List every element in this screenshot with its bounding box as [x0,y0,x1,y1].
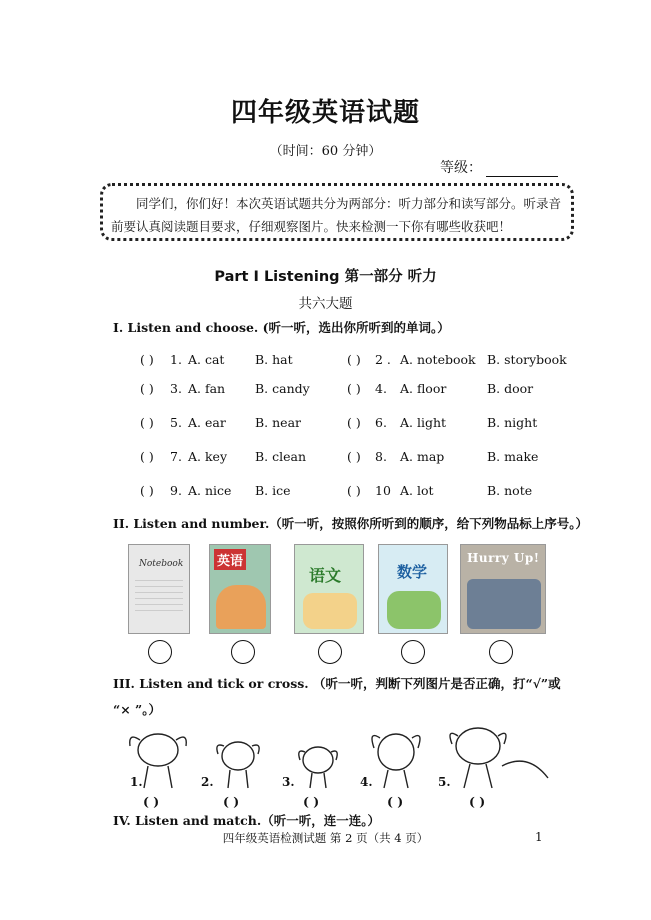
grade-blank [486,162,558,177]
cartoon-goat-5 [450,728,548,788]
option-b: B. ice [255,483,291,498]
notebook-lines [135,575,183,615]
question-number: 2 . [375,352,391,367]
cartoon-goats-illustration [118,722,558,794]
math-book-image [378,544,448,634]
cover-text: 语文 [309,566,342,585]
question-number: 8. [375,449,387,464]
instruction-box [100,183,574,241]
option-a: A. light [400,415,447,430]
page-footer: 四年级英语检测试题 第 2 页（共 4 页） [222,831,429,845]
option-b: B. near [255,415,302,430]
option-b: B. storybook [487,352,567,367]
answer-blank: ( ) [347,483,361,498]
question-number: 4. [375,381,387,396]
time-limit: （时间：60 分钟） [269,144,382,159]
page-title: 四年级英语试题 [230,98,420,128]
answer-blank: ( ) [347,415,361,430]
section-1-heading: I. Listen and choose. (听一听，选出你所听到的单词。） [113,320,450,335]
answer-blank: ( ) [347,352,361,367]
option-b: B. candy [255,381,310,396]
section-3-heading-cont: “× ”。） [113,702,161,717]
cover-text: Hurry Up! [467,551,540,565]
cartoon-goat-2 [217,742,259,788]
answer-blank: ( ) [140,483,154,498]
cover-text: 数学 [397,563,428,581]
option-a: A. ear [188,415,226,430]
part-title: Part I Listening 第一部分 听力 [214,269,437,285]
answer-circle[interactable] [489,640,513,664]
section-2-heading: II. Listen and number.（听一听，按照你所听到的顺序，给下列物品标上序号。） [113,516,589,531]
question-number: 5. [170,415,182,430]
cover-text: Notebook [139,559,184,569]
answer-circle[interactable] [318,640,342,664]
english-book-image [209,544,271,634]
page-number: 1 [535,830,543,844]
answer-circle[interactable] [401,640,425,664]
option-a: A. nice [188,483,232,498]
answer-circle[interactable] [231,640,255,664]
question-number: 7. [170,449,182,464]
cover-text: 英语 [214,549,246,570]
answer-blank[interactable]: ( ) [303,794,320,809]
answer-blank[interactable]: ( ) [223,794,240,809]
picture-number: 3. [282,775,295,789]
grade-label: 等级： [440,160,482,176]
cover-illustration [387,591,441,629]
option-b: B. hat [255,352,293,367]
answer-blank: ( ) [347,381,361,396]
option-a: A. fan [188,381,226,396]
instruction-text: 同学们，你们好！本次英语试题共分为两部分：听力部分和读写部分。听录音前要认真阅读题目要求，仔细观察图片。快来检测一下你有哪些收获吧！ [111,196,562,234]
answer-blank[interactable]: ( ) [387,794,404,809]
option-a: A. cat [188,352,225,367]
grade-field [440,157,558,177]
option-b: B. night [487,415,538,430]
picture-number: 5. [438,775,451,789]
chinese-book-image [294,544,364,634]
answer-blank: ( ) [140,449,154,464]
answer-blank[interactable]: ( ) [143,794,160,809]
picture-number: 1. [130,775,143,789]
answer-circle[interactable] [148,640,172,664]
cartoon-goat-3 [299,747,337,788]
section-4-heading: IV. Listen and match.（听一听，连一连。） [113,813,380,828]
answer-blank: ( ) [347,449,361,464]
section-3-heading: III. Listen and tick or cross. （听一听，判断下列图片是否正确，打“√”或 [113,676,561,691]
answer-blank: ( ) [140,381,154,396]
storybook-image [460,544,546,634]
option-a: A. floor [400,381,447,396]
cover-illustration [467,579,541,629]
question-number: 3. [170,381,182,396]
question-number: 10 [375,483,391,498]
cover-illustration [216,585,266,629]
option-a: A. key [188,449,228,464]
part-subtitle: 共六大题 [298,296,353,312]
picture-number: 4. [360,775,373,789]
option-a: A. map [400,449,445,464]
option-a: A. lot [400,483,434,498]
option-b: B. make [487,449,539,464]
answer-blank: ( ) [140,415,154,430]
option-b: B. clean [255,449,307,464]
option-b: B. door [487,381,534,396]
notebook-image [128,544,190,634]
question-number: 9. [170,483,182,498]
cartoon-goat-4 [372,734,420,788]
cover-illustration [303,593,357,629]
answer-blank[interactable]: ( ) [469,794,486,809]
option-b: B. note [487,483,533,498]
option-a: A. notebook [400,352,476,367]
question-number: 6. [375,415,387,430]
picture-number: 2. [201,775,214,789]
answer-blank: ( ) [140,352,154,367]
question-number: 1. [170,352,182,367]
